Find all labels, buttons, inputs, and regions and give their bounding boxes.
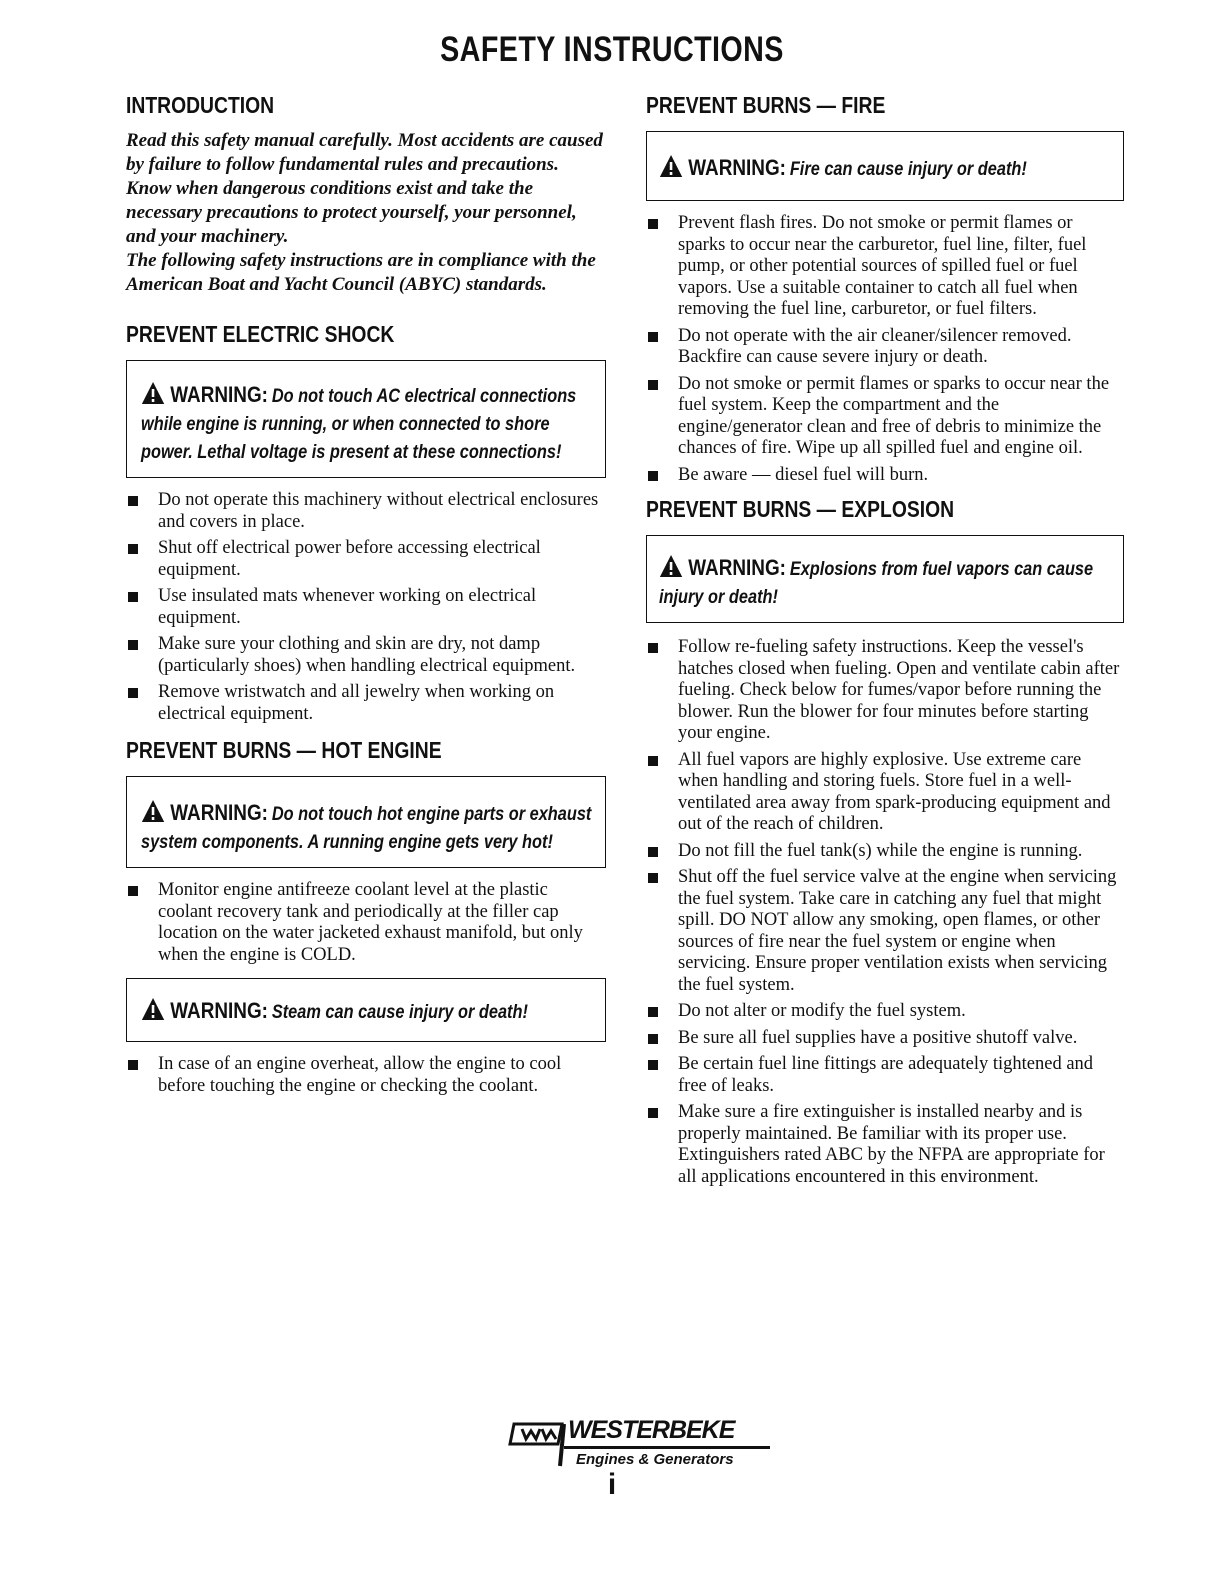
explosion-list: [646, 637, 1124, 1188]
steam-warning-text: Steam can cause injury or death!: [271, 1002, 528, 1023]
warning-triangle-icon: [141, 381, 165, 405]
warning-triangle-icon: [141, 997, 165, 1021]
warning-triangle-icon: [659, 154, 683, 178]
warning-triangle-icon: [659, 554, 683, 578]
overheat-list: [126, 1054, 606, 1097]
electric-shock-heading: PREVENT ELECTRIC SHOCK: [126, 321, 395, 347]
warning-label: WARNING:: [170, 998, 268, 1023]
list-item: Make sure your clothing and skin are dry, not damp (particularly shoes) when handling electrical equipment.: [126, 634, 606, 677]
list-item: Make sure a fire extinguisher is installed nearby and is properly maintained. Be familiar with its proper use. Extinguishers rated ABC by the NFPA are appropriate for all applications encountered in this environment.: [646, 1102, 1124, 1188]
electric-shock-warning-text: Do not touch AC electrical connections while engine is running, or when connected to shore power. Lethal voltage is present at these connections!: [141, 386, 577, 463]
electric-shock-list: [126, 490, 606, 725]
steam-warning-box: [126, 978, 606, 1042]
list-item: Monitor engine antifreeze coolant level at the plastic coolant recovery tank and periodically at the filler cap location on the water jacketed exhaust manifold, but only when the engine is COLD.: [126, 880, 606, 966]
fire-warning-text: Fire can cause injury or death!: [789, 159, 1027, 180]
fire-list: [646, 213, 1124, 486]
electric-shock-warning-box: [126, 360, 606, 478]
list-item: Do not fill the fuel tank(s) while the engine is running.: [646, 841, 1124, 863]
explosion-warning-text: Explosions from fuel vapors can cause injury or death!: [659, 559, 1094, 608]
list-item: All fuel vapors are highly explosive. Use extreme care when handling and storing fuels. Store fuel in a well-ventilated area away from spark-producing equipment and out of the reach of children.: [646, 750, 1124, 836]
list-item: Shut off the fuel service valve at the engine when servicing the fuel system. Take care in catching any fuel that might spill. DO NOT allow any smoking, open flames, or other sources of fire near the fuel system or engine when servicing. Ensure proper ventilation exists when servicing the fuel system.: [646, 867, 1124, 996]
introduction-paragraph-1: Read this safety manual carefully. Most accidents are caused by failure to follow fundamental rules and precautions. Know when dangerous conditions exist and take the necessary precautions to protect yourself, your personnel, and your machinery.: [126, 130, 603, 247]
explosion-warning-box: [646, 535, 1124, 623]
list-item: Do not operate with the air cleaner/silencer removed. Backfire can cause severe injury or death.: [646, 326, 1124, 369]
list-item: Do not alter or modify the fuel system.: [646, 1001, 1124, 1023]
brand-name: WESTERBEKE: [568, 1416, 735, 1444]
list-item: Be sure all fuel supplies have a positive shutoff valve.: [646, 1028, 1124, 1050]
warning-triangle-icon: [141, 799, 165, 823]
hot-engine-warning-box: [126, 776, 606, 868]
fire-warning-box: [646, 131, 1124, 201]
list-item: In case of an engine overheat, allow the engine to cool before touching the engine or checking the coolant.: [126, 1054, 606, 1097]
warning-label: WARNING:: [170, 800, 268, 825]
explosion-heading: PREVENT BURNS — EXPLOSION: [646, 496, 955, 522]
list-item: Follow re-fueling safety instructions. Keep the vessel's hatches closed when fueling. Open and ventilate cabin after fueling. Check below for fumes/vapor before running the blower. Run the blower for four minutes before starting your engine.: [646, 637, 1124, 745]
page-number: i: [607, 1468, 617, 1501]
warning-label: WARNING:: [170, 382, 268, 407]
list-item: Remove wristwatch and all jewelry when working on electrical equipment.: [126, 682, 606, 725]
introduction-heading: INTRODUCTION: [126, 92, 275, 118]
page-title: SAFETY INSTRUCTIONS: [440, 30, 784, 69]
hot-engine-list: [126, 880, 606, 966]
left-column: [126, 92, 606, 1102]
introduction-paragraph-2: The following safety instructions are in compliance with the American Boat and Yacht Council (ABYC) standards.: [126, 250, 596, 295]
hot-engine-heading: PREVENT BURNS — HOT ENGINE: [126, 737, 442, 763]
brand-tagline: Engines & Generators: [576, 1451, 734, 1468]
list-item: Do not operate this machinery without electrical enclosures and covers in place.: [126, 490, 606, 533]
list-item: Be certain fuel line fittings are adequately tightened and free of leaks.: [646, 1054, 1124, 1097]
warning-label: WARNING:: [688, 555, 786, 580]
hot-engine-warning-text: Do not touch hot engine parts or exhaust system components. A running engine gets very hot!: [141, 804, 592, 853]
list-item: Do not smoke or permit flames or sparks to occur near the fuel system. Keep the compartment and the engine/generator clean and free of debris to minimize the chances of fire. Wipe up all spilled fuel and engine oil.: [646, 374, 1124, 460]
list-item: Be aware — diesel fuel will burn.: [646, 465, 1124, 487]
fire-heading: PREVENT BURNS — FIRE: [646, 92, 886, 118]
list-item: Prevent flash fires. Do not smoke or permit flames or sparks to occur near the carburetor, fuel line, filter, fuel pump, or other potential sources of spilled fuel or fuel vapors. Use a suitable container to catch all fuel when removing the fuel line, carburetor, or fuel filters.: [646, 213, 1124, 321]
list-item: Use insulated mats whenever working on electrical equipment.: [126, 586, 606, 629]
right-column: [646, 92, 1124, 1193]
warning-label: WARNING:: [688, 155, 786, 180]
introduction-text: [126, 129, 606, 297]
list-item: Shut off electrical power before accessing electrical equipment.: [126, 538, 606, 581]
